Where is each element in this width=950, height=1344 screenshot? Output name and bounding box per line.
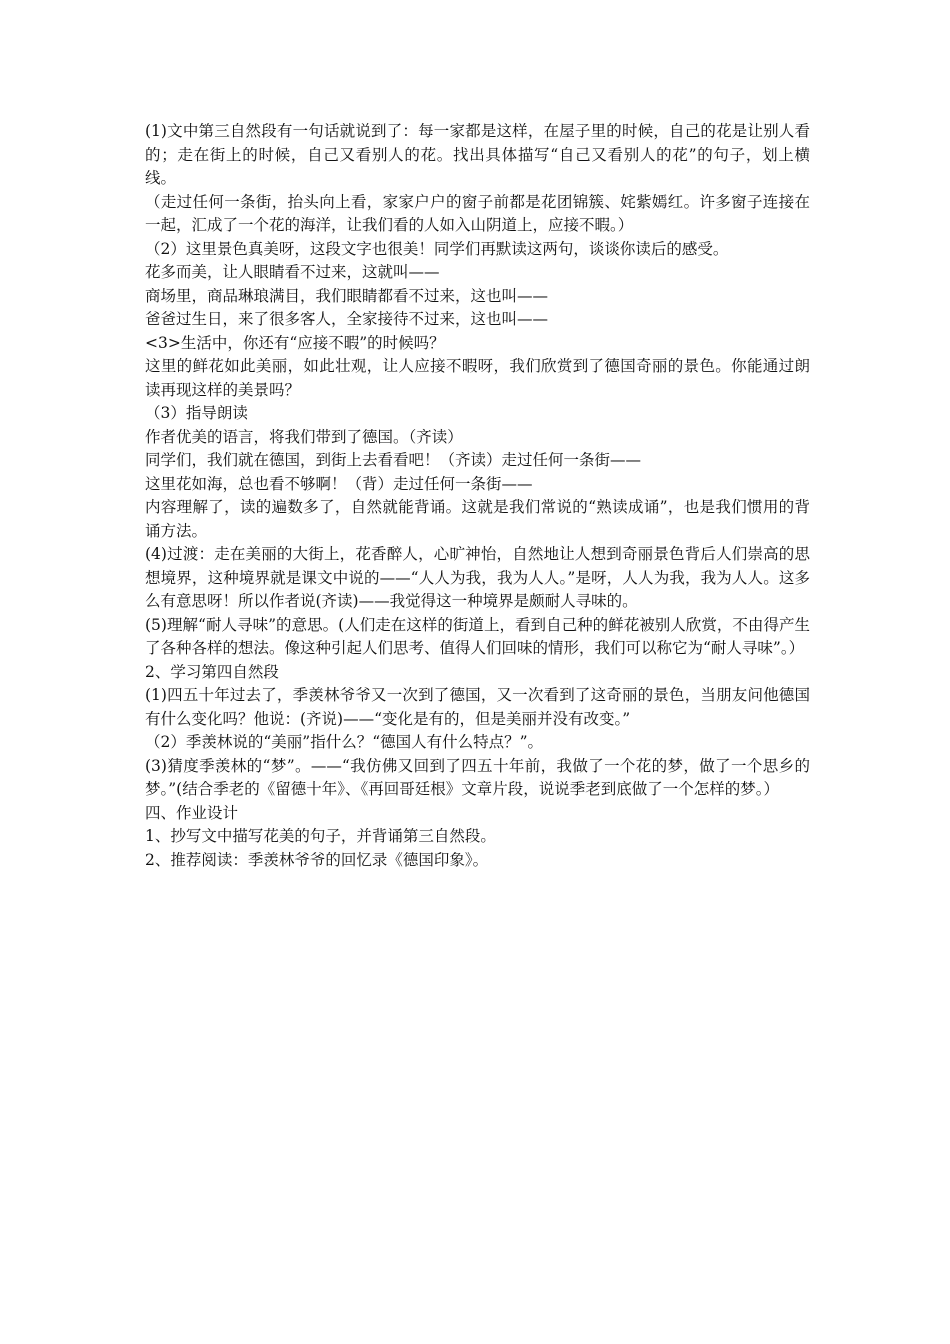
paragraph: 2、推荐阅读：季羡林爷爷的回忆录《德国印象》。 <box>145 850 489 869</box>
paragraph: (1)四五十年过去了，季羡林爷爷又一次到了德国，又一次看到了这奇丽的景色，当朋友问他德国有什么变化吗？他说：(齐说)——“变化是有的，但是美丽并没有改变。” <box>145 686 810 728</box>
paragraph: (1)文中第三自然段有一句话就说到了：每一家都是这样，在屋子里的时候，自己的花是让别人看的；走在街上的时候，自己又看别人的花。找出具体描写“自己又看别人的花”的句子，划上横线。 <box>145 122 810 187</box>
paragraph: <3>生活中，你还有“应接不暇”的时候吗？ <box>145 333 445 352</box>
paragraph: 商场里，商品琳琅满目，我们眼睛都看不过来，这也叫—— <box>145 286 549 305</box>
paragraph: (3)猜度季羡林的“梦”。——“我仿佛又回到了四五十年前，我做了一个花的梦，做了一个思乡的梦。”(结合季老的《留德十年》、《再回哥廷根》文章片段，说说季老到底做了一个怎样的梦。） <box>145 756 810 798</box>
paragraph: 爸爸过生日，来了很多客人，全家接待不过来，这也叫—— <box>145 310 549 328</box>
paragraph: 花多而美，让人眼睛看不过来，这就叫—— <box>145 263 440 281</box>
paragraph: 这里花如海，总也看不够啊！（背）走过任何一条街—— <box>145 474 533 493</box>
paragraph: 作者优美的语言，将我们带到了德国。（齐读） <box>145 427 463 446</box>
section-heading: 四、作业设计 <box>145 803 239 822</box>
paragraph: （2）季羡林说的“美丽”指什么？“德国人有什么特点？”。 <box>145 733 544 751</box>
paragraph: （走过任何一条街，抬头向上看，家家户户的窗子前都是花团锦簇、姹紫嫣红。许多窗子连接在一起，汇成了一个花的海洋，让我们看的人如入山阴道上，应接不暇。） <box>145 192 810 234</box>
paragraph: 1、抄写文中描写花美的句子，并背诵第三自然段。 <box>145 827 496 845</box>
section-heading: 2、学习第四自然段 <box>145 662 279 681</box>
paragraph: （2）这里景色真美呀，这段文字也很美！同学们再默读这两句，谈谈你读后的感受。 <box>145 239 729 258</box>
paragraph: 同学们，我们就在德国，到街上去看看吧！（齐读）走过任何一条街—— <box>145 451 642 469</box>
document-body <box>145 120 810 872</box>
paragraph: （3）指导朗读 <box>145 404 248 422</box>
paragraph: 内容理解了，读的遍数多了，自然就能背诵。这就是我们常说的“熟读成诵”，也是我们惯用的背诵方法。 <box>145 498 810 540</box>
paragraph: (5)理解“耐人寻味”的意思。(人们走在这样的街道上，看到自己种的鲜花被别人欣赏，不由得产生了各种各样的想法。像这种引起人们思考、值得人们回味的情形，我们可以称它为“耐人寻味”。） <box>145 615 810 657</box>
paragraph: 这里的鲜花如此美丽，如此壮观，让人应接不暇呀，我们欣赏到了德国奇丽的景色。你能通过朗读再现这样的美景吗？ <box>145 357 810 399</box>
paragraph: (4)过渡：走在美丽的大街上，花香醉人，心旷神怡，自然地让人想到奇丽景色背后人们崇高的思想境界，这种境界就是课文中说的——“人人为我，我为人人。”是呀，人人为我，我为人人。这多么有意思呀！所以作者说(齐读)——我觉得这一种境界是颇耐人寻味的。 <box>145 545 810 610</box>
